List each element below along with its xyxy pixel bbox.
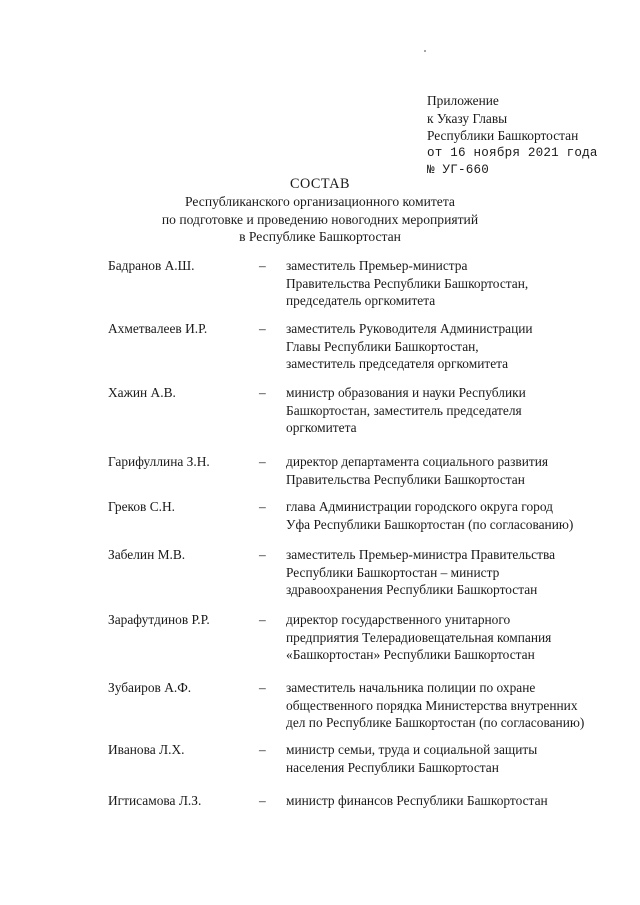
member-position-line: заместитель Руководителя Администрации bbox=[286, 321, 533, 336]
member-name: Ахметвалеев И.Р. bbox=[108, 321, 208, 336]
title-heading: СОСТАВ bbox=[289, 176, 350, 192]
member-name: Греков С.Н. bbox=[108, 499, 176, 514]
member-position bbox=[286, 320, 616, 373]
member-position-line: министр образования и науки Республики bbox=[286, 385, 526, 400]
member-name: Забелин М.В. bbox=[108, 547, 186, 562]
member-position bbox=[286, 546, 616, 599]
member-dash: – bbox=[259, 547, 266, 562]
member-position-line: Башкортостан, заместитель председателя bbox=[286, 402, 522, 418]
member-position bbox=[286, 498, 616, 533]
member-position-line: глава Администрации городского округа город bbox=[286, 499, 553, 514]
title-line: по подготовке и проведению новогодних мероприятий bbox=[161, 211, 479, 227]
member-dash: – bbox=[259, 321, 266, 336]
title-line: Республиканского организационного комитета bbox=[185, 194, 455, 210]
member-dash: – bbox=[259, 385, 266, 400]
member-position-line: министр семьи, труда и социальной защиты bbox=[286, 742, 538, 757]
member-dash: – bbox=[259, 454, 266, 469]
member-name: Хажин А.В. bbox=[108, 385, 176, 400]
member-position-line: Главы Республики Башкортостан, bbox=[286, 338, 479, 354]
member-position-line: директор департамента социального развития bbox=[286, 454, 549, 469]
member-position-line: общественного порядка Министерства внутренних bbox=[286, 697, 578, 713]
member-dash: – bbox=[259, 793, 266, 808]
member-position bbox=[286, 611, 616, 664]
member-position bbox=[286, 741, 616, 776]
member-position bbox=[286, 792, 616, 810]
member-position-line: председатель оргкомитета bbox=[286, 293, 436, 309]
member-position-line: дел по Республике Башкортостан (по согласованию) bbox=[286, 715, 585, 731]
member-name: Зарафутдинов Р.Р. bbox=[108, 612, 210, 627]
member-position-line: Республики Башкортостан – министр bbox=[286, 564, 500, 580]
member-name: Бадранов А.Ш. bbox=[108, 258, 195, 273]
member-dash: – bbox=[259, 680, 266, 695]
appendix-line: к Указу Главы bbox=[427, 110, 508, 126]
member-dash: – bbox=[259, 612, 266, 627]
document-title bbox=[0, 176, 640, 246]
member-position-line: оргкомитета bbox=[286, 420, 357, 436]
member-position-line: заместитель Премьер-министра Правительства bbox=[286, 547, 556, 562]
appendix-header bbox=[427, 92, 598, 180]
member-dash: – bbox=[259, 742, 266, 757]
member-dash: – bbox=[259, 258, 266, 273]
appendix-number: № УГ-660 bbox=[427, 163, 490, 178]
member-position-line: заместитель Премьер-министра bbox=[286, 258, 468, 273]
appendix-line: Республики Башкортостан bbox=[427, 128, 579, 144]
member-name: Гарифуллина З.Н. bbox=[108, 454, 210, 469]
member-name: Игтисамова Л.З. bbox=[108, 793, 202, 808]
member-position bbox=[286, 257, 616, 310]
member-position-line: заместитель начальника полиции по охране bbox=[286, 680, 536, 695]
member-position-line: заместитель председателя оргкомитета bbox=[286, 356, 509, 372]
title-line: в Республике Башкортостан bbox=[239, 229, 401, 245]
member-position-line: предприятия Телерадиовещательная компания bbox=[286, 629, 552, 645]
member-position-line: директор государственного унитарного bbox=[286, 612, 511, 627]
member-position-line: «Башкортостан» Республики Башкортостан bbox=[286, 647, 535, 663]
member-name: Иванова Л.Х. bbox=[108, 742, 185, 757]
member-name: Зубаиров А.Ф. bbox=[108, 680, 192, 695]
scan-speck bbox=[424, 50, 426, 52]
member-dash: – bbox=[259, 499, 266, 514]
member-position bbox=[286, 384, 616, 437]
appendix-line: Приложение bbox=[427, 93, 499, 108]
member-position-line: населения Республики Башкортостан bbox=[286, 759, 499, 775]
member-position-line: Уфа Республики Башкортостан (по согласованию) bbox=[286, 516, 574, 532]
member-position-line: Правительства Республики Башкортостан bbox=[286, 471, 525, 487]
member-position-line: здравоохранения Республики Башкортостан bbox=[286, 582, 538, 598]
member-position-line: Правительства Республики Башкортостан, bbox=[286, 275, 529, 291]
appendix-date: от 16 ноября 2021 года bbox=[427, 145, 598, 160]
member-position bbox=[286, 453, 616, 488]
member-position-line: министр финансов Республики Башкортостан bbox=[286, 793, 548, 808]
member-position bbox=[286, 679, 616, 732]
